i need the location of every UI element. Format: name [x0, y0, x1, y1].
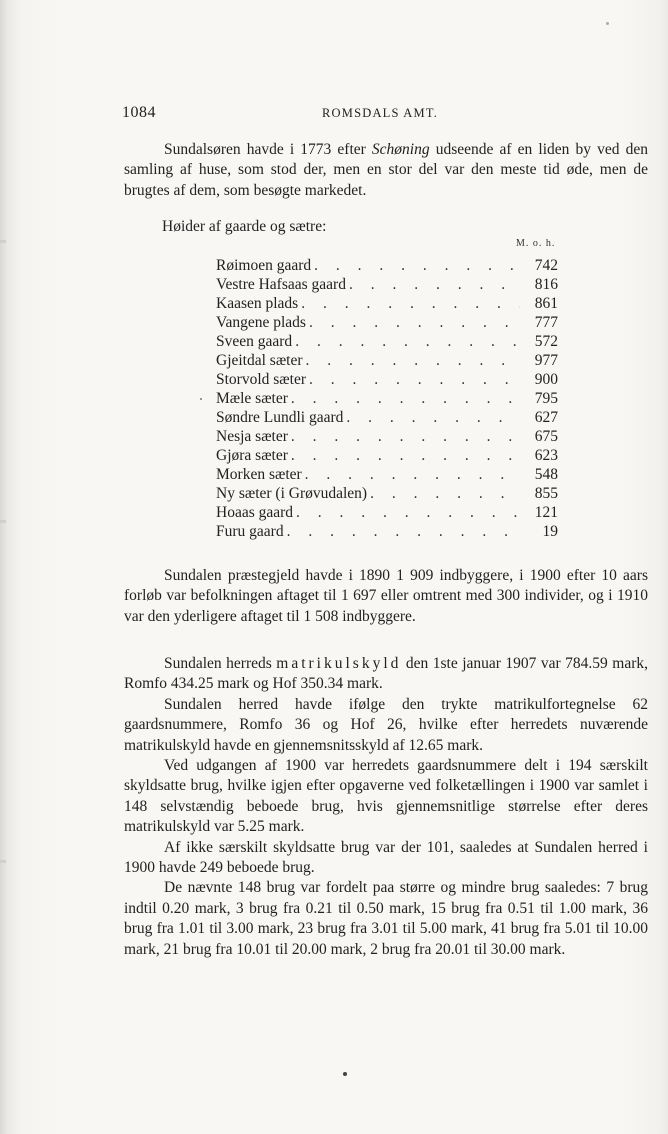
- page-edge-mark: [0, 240, 6, 243]
- cadastre-paragraph-2: Sundalen herred havde ifølge den trykte matrikulfortegnelse 62 gaardsnummere, Romfo 36 og Hof 26, hvilke efter herredets nuværende matrikulskyld havde en gjennemsnitsskyld af 12.65 mark.: [124, 695, 648, 754]
- cadastre-section: [124, 654, 648, 960]
- leader-dots: [302, 465, 520, 484]
- leader-dots: [311, 256, 520, 275]
- height-value: 121: [534, 504, 558, 521]
- place-name: Nesja sæter: [216, 428, 288, 445]
- leader-dots: [288, 389, 520, 408]
- intro-before-author: Sundalsøren havde i 1773 efter: [164, 141, 372, 158]
- height-value: 548: [534, 466, 558, 483]
- intro-after-author: udseende af en liden by ved den samling af huse, som stod der, men en stor del var den meste tid øde, men de brugtes af dem, som besøgte markedet.: [124, 141, 649, 199]
- height-value: 795: [534, 390, 558, 407]
- height-value: 861: [534, 295, 558, 312]
- place-name: Røimoen gaard: [216, 257, 312, 274]
- population-paragraph: [124, 566, 648, 627]
- height-row: [216, 332, 558, 351]
- height-value: 19: [542, 523, 558, 540]
- place-name: Gjøra sæter: [216, 447, 288, 464]
- place-name: Mæle sæter: [216, 390, 288, 407]
- print-speck: [200, 398, 202, 400]
- height-row: [216, 503, 558, 522]
- running-title: ROMSDALS AMT.: [322, 106, 439, 120]
- leader-dots: [298, 294, 520, 313]
- height-value: 977: [534, 352, 558, 369]
- leader-dots: [367, 484, 520, 503]
- place-name: Søndre Lundli gaard: [216, 409, 344, 426]
- leader-dots: [343, 408, 520, 427]
- height-value: 777: [534, 314, 558, 331]
- height-row: [216, 389, 558, 408]
- cadastre-paragraph-4: Af ikke særskilt skyldsatte brug var der 101, saaledes at Sundalen herred i 1900 havde 249 beboede brug.: [124, 838, 648, 877]
- height-value: 855: [534, 485, 558, 502]
- leader-dots: [288, 427, 520, 446]
- leader-dots: [292, 332, 520, 351]
- footer-dot: [343, 1072, 347, 1076]
- place-name: Sveen gaard: [216, 333, 293, 350]
- place-name: Morken sæter: [216, 466, 302, 483]
- leader-dots: [288, 446, 520, 465]
- height-row: [216, 256, 558, 275]
- place-name: Storvold sæter: [216, 371, 306, 388]
- leader-dots: [303, 351, 520, 370]
- height-row: [216, 351, 558, 370]
- height-value: 816: [534, 276, 558, 293]
- height-row: [216, 294, 558, 313]
- height-row: [216, 465, 558, 484]
- print-speck: [606, 22, 609, 25]
- place-name: Hoaas gaard: [216, 504, 294, 521]
- intro-paragraph: [124, 140, 648, 201]
- cadastre-paragraph-1: [124, 654, 648, 695]
- place-name: Furu gaard: [216, 523, 284, 540]
- height-value: 675: [534, 428, 558, 445]
- place-name: Kaasen plads: [216, 295, 299, 312]
- population-text: Sundalen præstegjeld havde i 1890 1 909 indbyggere, i 1900 efter 10 aars forløb var befolkningen aftaget til 1 697 eller omtrent med 300 individer, og i 1910 var den yderligere aftaget til 1 508 indbyggere.: [124, 567, 648, 625]
- cadastre-paragraph-3: Ved udgangen af 1900 var herredets gaardsnummere delt i 194 særskilt skyldsatte brug, hvilke igjen efter opgaverne ved folketællingen i 1900 var samlet i 148 selvstændig beboede brug, hvis gjennemsnitlige størrelse efter deres matrikulskyld var 5.25 mark.: [124, 757, 648, 836]
- height-value: 623: [534, 447, 558, 464]
- height-row: [216, 522, 558, 541]
- page-header: [122, 104, 648, 126]
- height-value: 900: [534, 371, 558, 388]
- page-number: 1084: [122, 104, 156, 121]
- place-name: Gjeitdal sæter: [216, 352, 303, 369]
- height-row: [216, 313, 558, 332]
- height-value: 627: [534, 409, 558, 426]
- page-edge-mark: [0, 520, 6, 523]
- intro-text: [124, 140, 648, 201]
- cadastre-paragraph-5: De nævnte 148 brug var fordelt paa større og mindre brug saaledes: 7 brug indtil 0.20 mark, 3 brug fra 0.21 til 0.50 mark, 15 brug fra 0.51 til 1.00 mark, 36 brug fra 1.01 til 3.00 mark, 23 brug fra 3.01 til 5.00 mark, 41 brug fra 5.01 til 10.00 mark, 21 brug fra 10.01 til 20.00 mark, 2 brug fra 20.01 til 30.00 mark.: [124, 879, 648, 958]
- height-row: [216, 446, 558, 465]
- height-row: [216, 370, 558, 389]
- unit-label: M. o. h.: [516, 238, 556, 249]
- page-edge-mark: [0, 860, 6, 863]
- height-value: 572: [534, 333, 558, 350]
- heights-table: [216, 256, 558, 541]
- leader-dots: [284, 522, 520, 541]
- heights-heading: Høider af gaarde og sætre:: [162, 218, 327, 235]
- height-value: 742: [534, 257, 558, 274]
- cadastre-p1-after: den 1ste januar 1907 var 784.59 mark, Romfo 434.25 mark og Hof 350.34 mark.: [124, 655, 648, 693]
- spaced-term: matrikulskyld: [276, 655, 402, 672]
- height-row: [216, 408, 558, 427]
- leader-dots: [346, 275, 520, 294]
- leader-dots: [306, 313, 520, 332]
- height-row: [216, 427, 558, 446]
- author-name: Schøning: [371, 141, 430, 158]
- cadastre-p1-before: Sundalen herreds: [164, 655, 277, 672]
- height-row: [216, 484, 558, 503]
- place-name: Vangene plads: [216, 314, 306, 331]
- place-name: Vestre Hafsaas gaard: [216, 276, 346, 293]
- height-row: [216, 275, 558, 294]
- leader-dots: [306, 370, 520, 389]
- leader-dots: [293, 503, 520, 522]
- place-name: Ny sæter (i Grøvudalen): [216, 485, 368, 502]
